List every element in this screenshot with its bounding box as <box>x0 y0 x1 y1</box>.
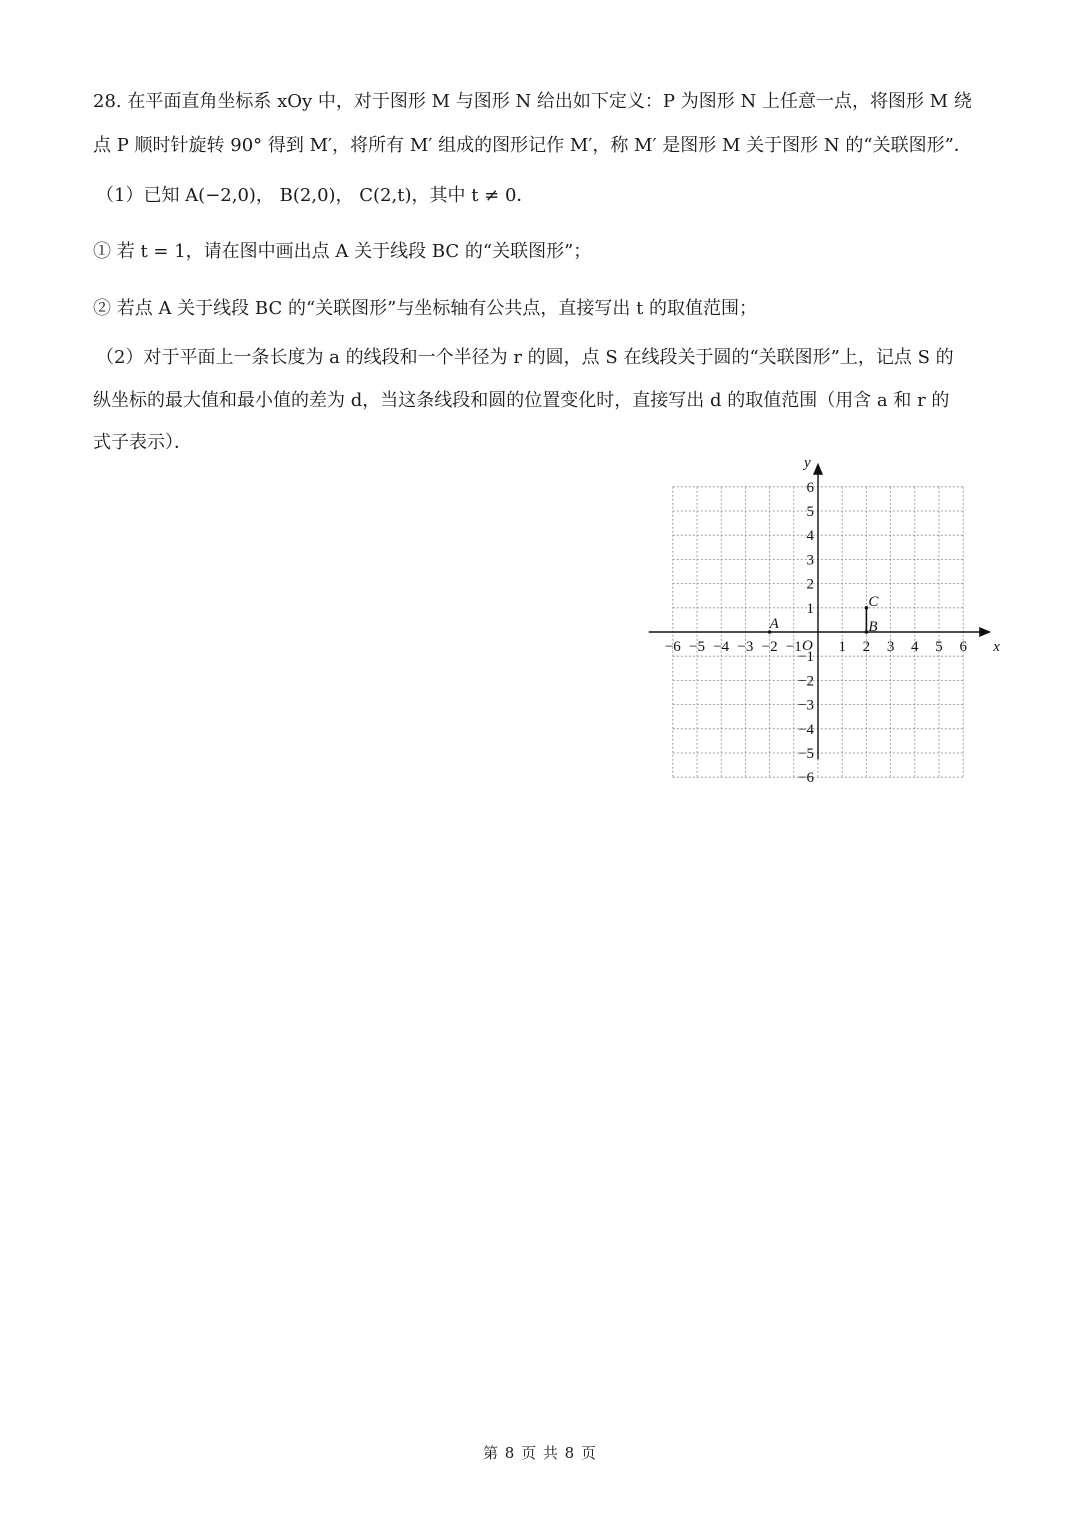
x-tick-label: 6 <box>959 639 967 655</box>
x-tick-label: −4 <box>713 639 730 655</box>
y-tick-label: −1 <box>798 649 814 666</box>
x-axis-arrow <box>979 627 991 637</box>
x-tick-label: −6 <box>664 639 681 655</box>
y-tick-label: 6 <box>806 479 814 496</box>
points <box>768 594 880 635</box>
question-line-2: 点 P 顺时针旋转 90° 得到 M′，将所有 M′ 组成的图形记作 M′，称 M′ 是图形 M 关于图形 N 的“关联图形”． <box>93 135 972 156</box>
question-line-5: ② 若点 A 关于线段 BC 的“关联图形”与坐标轴有公共点，直接写出 t 的取值范围； <box>93 298 758 319</box>
y-tick-label: 4 <box>806 528 814 545</box>
point-label-c: C <box>868 593 879 610</box>
question-line-3: （1）已知 A(−2,0)， B(2,0)， C(2,t)，其中 t ≠ 0． <box>96 185 535 206</box>
question-line-1: 28. 在平面直角坐标系 xOy 中，对于图形 M 与图形 N 给出如下定义：P 为图形 N 上任意一点，将图形 M 绕 <box>93 91 972 112</box>
x-axis-label: x <box>993 639 1000 655</box>
axis-labels <box>665 458 1000 786</box>
page-footer: 第 8 页 共 8 页 <box>483 1444 597 1462</box>
x-tick-label: 5 <box>935 639 943 655</box>
coordinate-grid <box>640 458 1000 808</box>
y-tick-label: 3 <box>806 552 814 569</box>
y-tick-label: 5 <box>806 504 814 520</box>
question-line-8: 式子表示）． <box>93 432 192 453</box>
x-tick-label: −5 <box>689 639 705 655</box>
x-tick-label: −1 <box>785 639 802 655</box>
y-tick-label: −5 <box>798 746 814 762</box>
question-line-4: ① 若 t = 1，请在图中画出点 A 关于线段 BC 的“关联图形”； <box>93 241 592 262</box>
x-tick-label: 2 <box>862 639 871 655</box>
x-tick-label: 1 <box>838 639 846 655</box>
question-line-7: 纵坐标的最大值和最小值的差为 d，当这条线段和圆的位置变化时，直接写出 d 的取值范围（用含 a 和 r 的 <box>93 390 950 411</box>
y-tick-label: −3 <box>798 697 814 714</box>
x-tick-label: −2 <box>761 639 778 655</box>
y-tick-label: 1 <box>806 600 814 617</box>
y-tick-label: −6 <box>798 770 814 787</box>
x-tick-label: −3 <box>737 639 754 655</box>
y-tick-label: −4 <box>798 721 814 738</box>
x-tick-label: 3 <box>886 639 895 655</box>
axes <box>649 463 991 759</box>
y-tick-label: −2 <box>798 673 814 690</box>
y-tick-label: 2 <box>806 576 814 593</box>
x-tick-label: 4 <box>911 639 919 655</box>
question-line-6: （2）对于平面上一条长度为 a 的线段和一个半径为 r 的圆，点 S 在线段关于圆的“关联图形”上，记点 S 的 <box>96 347 954 368</box>
point-label-a: A <box>769 616 779 632</box>
y-axis-label: y <box>804 458 811 471</box>
origin-label: O <box>802 638 813 654</box>
y-axis-arrow <box>813 463 823 475</box>
point-label-b: B <box>868 619 878 635</box>
